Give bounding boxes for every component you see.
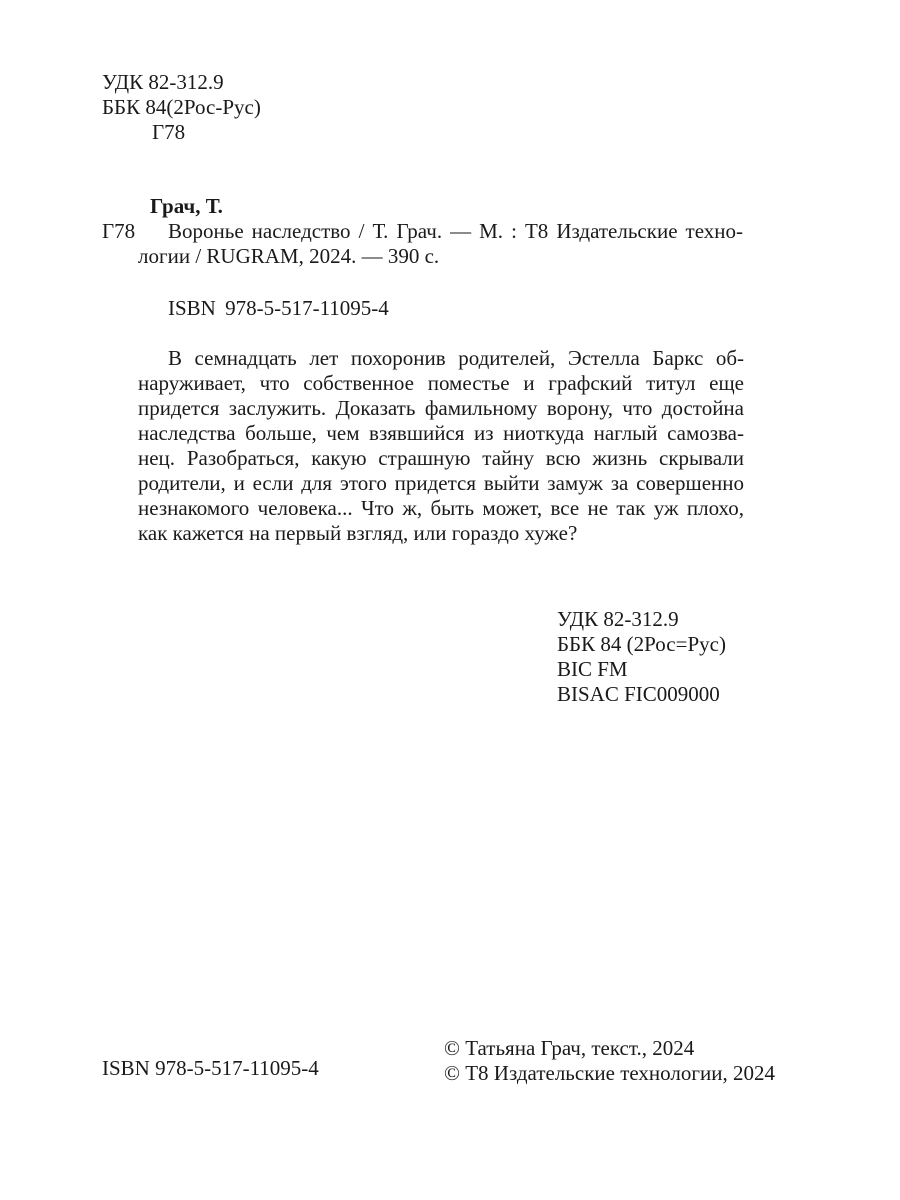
catalog-code: Г78 <box>102 219 136 243</box>
bbk-code: ББК 84(2Рос-Рус) <box>102 95 261 119</box>
classification-block-top <box>102 70 261 145</box>
copyright-block <box>444 1036 775 1086</box>
annotation-line: нец. Разобраться, какую страшную тайну всю жизнь скрывали <box>138 446 744 470</box>
bibliographic-description <box>138 219 743 269</box>
annotation-line: наруживает, что собственное поместье и графский титул еще <box>138 371 744 395</box>
copyright-publisher: © Т8 Издательские технологии, 2024 <box>444 1061 775 1085</box>
annotation-line: В семнадцать лет похоронив родителей, Эстелла Баркс об- <box>168 346 744 370</box>
annotation-line: наследства больше, чем взявшийся из ниоткуда наглый самозва- <box>138 421 744 445</box>
annotation-line: незнакомого человека... Что ж, быть может, все не так уж плохо, <box>138 496 744 520</box>
isbn-main: ISBN 978-5-517-11095-4 <box>168 296 389 320</box>
classification-block-bottom <box>557 607 726 707</box>
annotation-line: придется заслужить. Доказать фамильному ворону, что достойна <box>138 396 744 420</box>
author-mark: Г78 <box>152 120 186 144</box>
copyright-text: © Татьяна Грач, текст., 2024 <box>444 1036 695 1060</box>
annotation-line: как кажется на первый взгляд, или гораздо хуже? <box>138 521 578 545</box>
annotation <box>138 346 744 546</box>
udk-code: УДК 82-312.9 <box>102 70 224 94</box>
bbk-code: ББК 84 (2Рос=Рус) <box>557 632 726 656</box>
author-name: Грач, Т. <box>150 194 223 218</box>
bib-line-2: логии / RUGRAM, 2024. — 390 с. <box>138 244 440 268</box>
isbn-footer: ISBN 978-5-517-11095-4 <box>102 1056 319 1080</box>
annotation-line: родители, и если для этого придется выйти замуж за совершенно <box>138 471 744 495</box>
udk-code: УДК 82-312.9 <box>557 607 679 631</box>
bic-code: BIC FM <box>557 657 628 681</box>
bisac-code: BISAC FIC009000 <box>557 682 720 706</box>
bib-line-1: Воронье наследство / Т. Грач. — М. : Т8 Издательские техно- <box>168 219 743 243</box>
